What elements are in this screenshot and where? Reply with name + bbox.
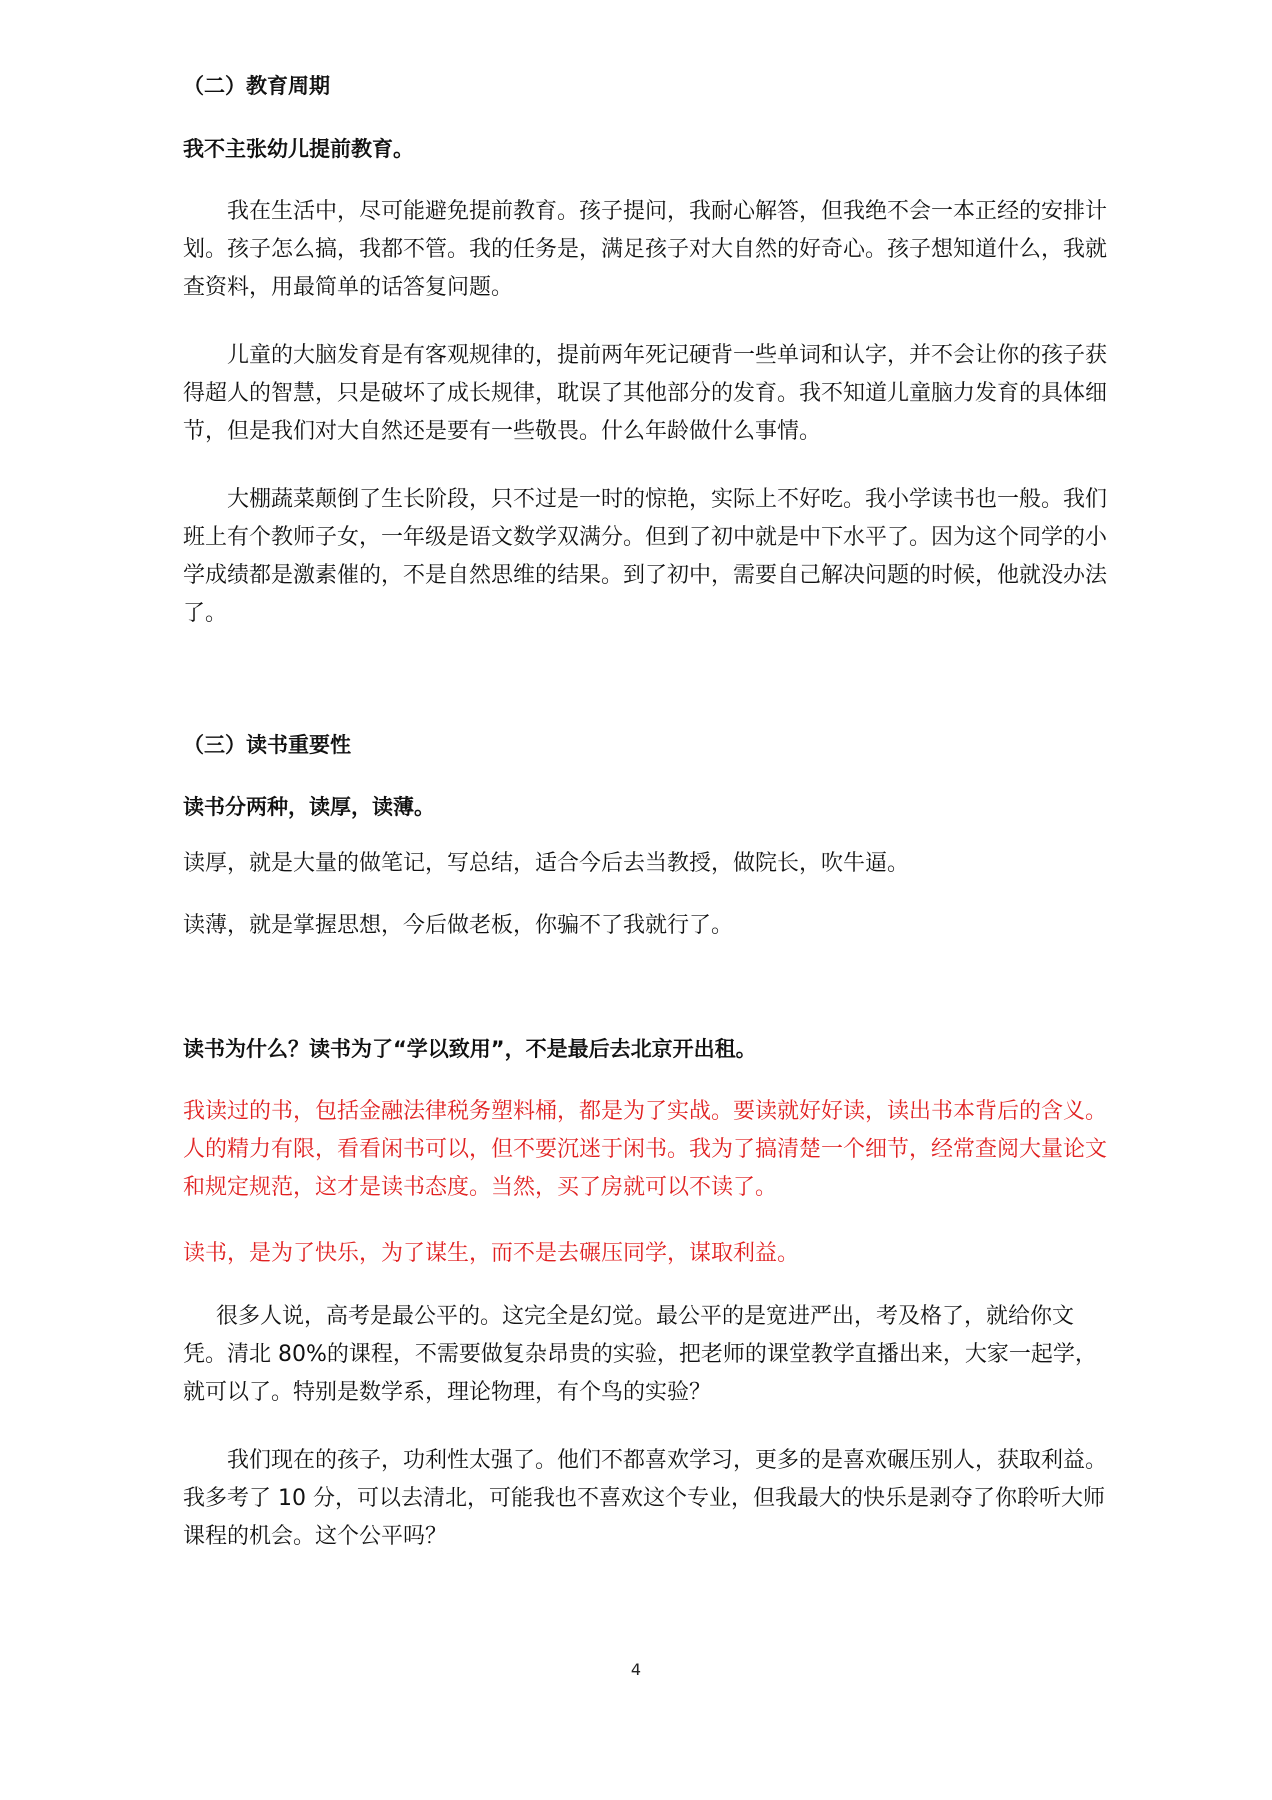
paragraph-avoid-early-education: 我在生活中，尽可能避免提前教育。孩子提问，我耐心解答，但我绝不会一本正经的安排计划。孩子怎么搞，我都不管。我的任务是，满足孩子对大自然的好奇心。孩子想知道什么，我就查资料，用最简单的话答复问题。 xyxy=(183,199,1108,300)
lead-statement-why-read: 读书为什么？读书为了“学以致用”，不是最后去北京开出租。 xyxy=(183,1037,757,1061)
red-paragraph-reading-for-practice: 我读过的书，包括金融法律税务塑料桶，都是为了实战。要读就好好读，读出书本背后的含义。人的精力有限，看看闲书可以，但不要沉迷于闲书。我为了搞清楚一个细节，经常查阅大量论文和规定规范，这才是读书态度。当然，买了房就可以不读了。 xyxy=(183,1099,1108,1200)
lead-statement-two-ways-reading: 读书分两种，读厚，读薄。 xyxy=(183,795,435,819)
section-heading-education-cycle: （二）教育周期 xyxy=(183,74,330,98)
lead-statement-no-early-education: 我不主张幼儿提前教育。 xyxy=(183,137,414,161)
page-number: 4 xyxy=(630,1660,642,1679)
red-line-reading-for-joy: 读书，是为了快乐，为了谋生，而不是去碾压同学，谋取利益。 xyxy=(183,1241,800,1266)
paragraph-gaokao-fairness: 很多人说，高考是最公平的。这完全是幻觉。最公平的是宽进严出，考及格了，就给你文凭。清北 80%的课程，不需要做复杂昂贵的实验，把老师的课堂教学直播出来，大家一起学，就可以了。特别是数学系，理论物理，有个鸟的实验？ xyxy=(183,1304,1097,1405)
paragraph-brain-development: 儿童的大脑发育是有客观规律的，提前两年死记硬背一些单词和认字，并不会让你的孩子获得超人的智慧，只是破坏了成长规律，耽误了其他部分的发育。我不知道儿童脑力发育的具体细节，但是我们对大自然还是要有一些敬畏。什么年龄做什么事情。 xyxy=(183,343,1108,444)
section-heading-reading-importance: （三）读书重要性 xyxy=(183,733,351,757)
line-read-thin: 读薄，就是掌握思想，今后做老板，你骗不了我就行了。 xyxy=(183,913,734,938)
paragraph-greenhouse-vegetables: 大棚蔬菜颠倒了生长阶段，只不过是一时的惊艳，实际上不好吃。我小学读书也一般。我们班上有个教师子女，一年级是语文数学双满分。但到了初中就是中下水平了。因为这个同学的小学成绩都是激素催的，不是自然思维的结果。到了初中，需要自己解决问题的时候，他就没办法了。 xyxy=(183,487,1108,626)
line-read-thick: 读厚，就是大量的做笔记，写总结，适合今后去当教授，做院长，吹牛逼。 xyxy=(183,851,910,876)
paragraph-children-utilitarian: 我们现在的孩子，功利性太强了。他们不都喜欢学习，更多的是喜欢碾压别人，获取利益。我多考了 10 分，可以去清北，可能我也不喜欢这个专业，但我最大的快乐是剥夺了你聆听大师课程的机会。这个公平吗？ xyxy=(183,1448,1108,1549)
